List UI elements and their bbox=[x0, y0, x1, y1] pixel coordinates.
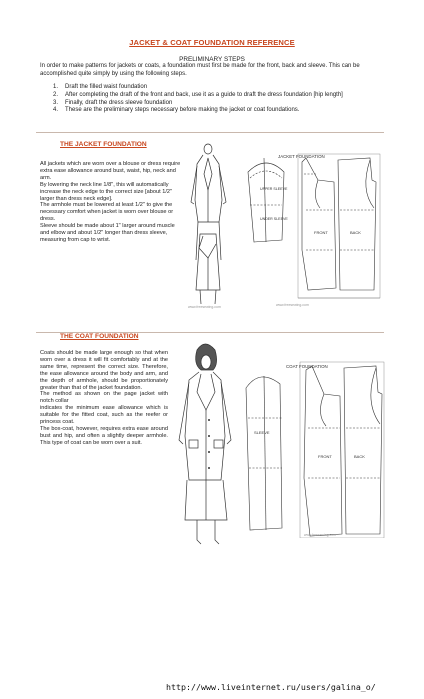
step-item bbox=[53, 100, 383, 108]
back-label: BACK bbox=[354, 454, 365, 459]
step-item bbox=[53, 107, 383, 115]
jacket-paragraph: All jackets which are worn over a blouse or dress require extra ease allowance around bust, waist, hip, neck and arm. bbox=[40, 161, 181, 181]
preliminary-steps-heading: PRELIMINARY STEPS bbox=[179, 56, 245, 63]
coat-figure-title: COAT FOUNDATION bbox=[286, 364, 328, 369]
coat-paragraph: indicates the minimum ease allowance which is suitable for the fitted coat, such as the reefer or princess coat. bbox=[40, 405, 168, 426]
jacket-pattern-diagram bbox=[236, 150, 386, 310]
step-text: After completing the draft of the front and back, use it as a guide to draft the dress foundation [hip length] bbox=[65, 91, 343, 98]
step-text: Finally, draft the dress sleeve foundation bbox=[65, 99, 173, 106]
watermark-text: www.freesewing.com bbox=[276, 303, 309, 307]
jacket-paragraph: By lowering the neck line 1/8", this will automatically increase the neck edge to the correct size [about 1/2" larger than dress neck edge]. bbox=[40, 181, 172, 202]
upper-sleeve-label: UPPER SLEEVE bbox=[260, 187, 288, 191]
steps-list bbox=[53, 84, 383, 115]
page-title: JACKET & COAT FOUNDATION REFERENCE bbox=[129, 38, 295, 47]
coat-text bbox=[40, 350, 168, 447]
coat-paragraph: Coats should be made large enough so that when worn over a dress it will fit comfortably and at the same time, represent the correct size. Therefore, the ease allowance around the body and arm, and the depth of armhole, should be proportionately greater than that of the jacket foundation. bbox=[40, 350, 168, 391]
under-sleeve-label: UNDER SLEEVE bbox=[260, 217, 288, 221]
intro-paragraph: In order to make patterns for jackets or coats, a foundation must first be made for the front, back and sleeve. This can be accomplished quite simply by using the following steps. bbox=[40, 63, 360, 77]
coat-paragraph: The method as shown on the page jacket with notch collar bbox=[40, 391, 168, 405]
step-number: 2. bbox=[53, 91, 59, 98]
step-number: 1. bbox=[53, 84, 59, 90]
jacket-section-heading: THE JACKET FOUNDATION bbox=[60, 141, 147, 148]
front-label: FRONT bbox=[318, 454, 332, 459]
step-text: Draft the filled waist foundation bbox=[65, 84, 148, 90]
coat-paragraph: The box-coat, however, requires extra ease around bust and hip, and often a slightly deeper armhole. This type of coat can be worn over a suit. bbox=[40, 425, 168, 446]
jacket-paragraph: Sleeve should be made about 1" larger around muscle and elbow and about 1/2" longer than dress sleeve, measuring from cap to wrist. bbox=[40, 223, 175, 243]
coat-pattern-diagram bbox=[240, 358, 386, 538]
watermark-text: www.freesewing.com bbox=[188, 305, 221, 309]
step-item bbox=[53, 92, 383, 100]
back-label: BACK bbox=[350, 230, 361, 235]
jacket-model-sketch bbox=[186, 140, 232, 310]
jacket-figure-title: JACKET FOUNDATION bbox=[278, 154, 325, 159]
step-item bbox=[53, 84, 383, 92]
step-text: These are the preliminary steps necessary before making the jacket or coat foundations. bbox=[65, 107, 300, 114]
coat-section-heading: THE COAT FOUNDATION bbox=[60, 333, 139, 340]
section-divider bbox=[36, 132, 384, 133]
step-number: 4. bbox=[53, 107, 59, 114]
front-label: FRONT bbox=[314, 230, 328, 235]
coat-model-sketch bbox=[175, 340, 237, 550]
jacket-text bbox=[40, 161, 185, 244]
watermark-text: www.freesewing.com bbox=[304, 533, 336, 537]
jacket-paragraph: The armhole must be lowered at least 1/2" to give the necessary comfort when jacket is worn over blouse or dress. bbox=[40, 202, 174, 223]
step-number: 3. bbox=[53, 99, 59, 106]
sleeve-label: SLEEVE bbox=[254, 430, 270, 435]
source-url: http://www.liveinternet.ru/users/galina_o/ bbox=[166, 682, 376, 692]
